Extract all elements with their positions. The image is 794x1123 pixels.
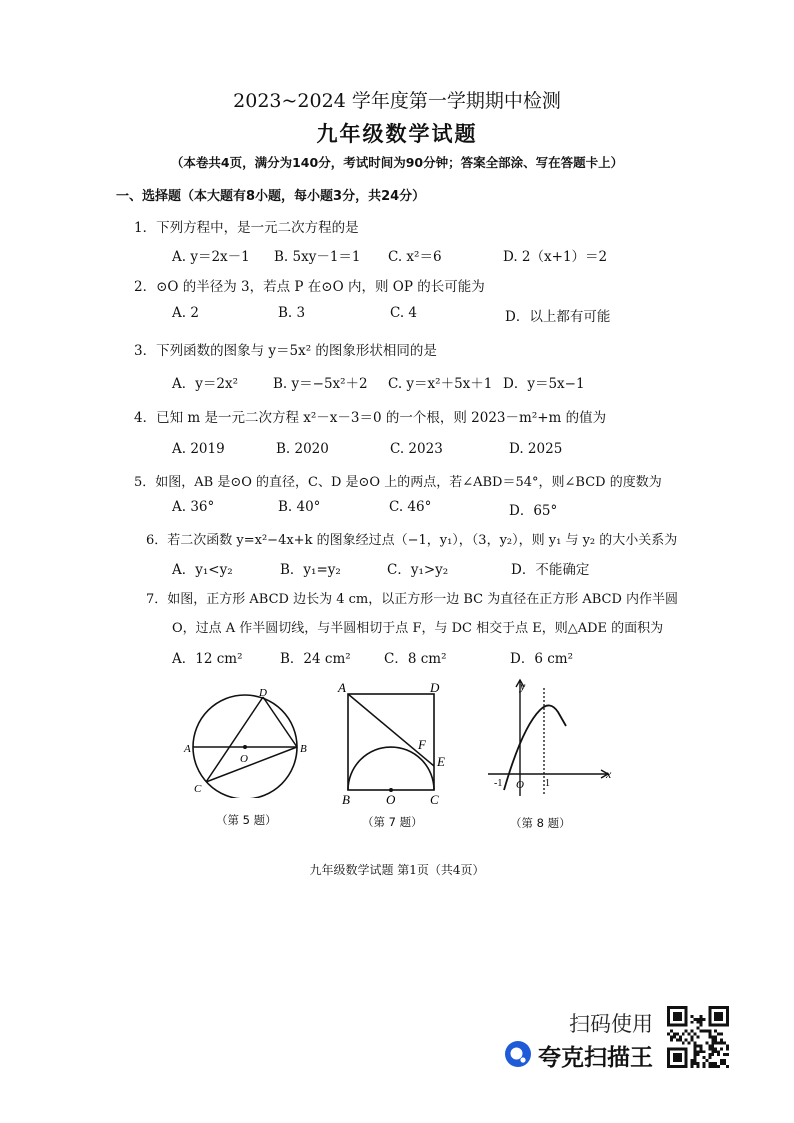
q6-option-d: D．不能确定 (511, 562, 590, 578)
label-one: 1 (545, 778, 550, 789)
exam-note: （本卷共4页，满分为140分，考试时间为90分钟；答案全部涂、写在答题卡上） (170, 155, 624, 170)
chord-db (263, 697, 297, 747)
q7-option-d: D．6 cm² (510, 651, 573, 667)
q1-option-d: D. 2（x+1）＝2 (503, 249, 608, 265)
quark-logo-icon (504, 1040, 532, 1068)
q2-option-d: D．以上都有可能 (505, 309, 611, 325)
question-3-stem: 3．下列函数的图象与 y＝5x² 的图象形状相同的是 (134, 343, 437, 359)
q6-option-c: C．y₁>y₂ (387, 562, 449, 578)
q7-option-b: B．24 cm² (280, 651, 351, 667)
q3-option-b: B. y＝−5x²＋2 (273, 376, 368, 392)
q5-option-a: A. 36° (172, 499, 215, 515)
q3-option-a: A．y＝2x² (172, 376, 238, 392)
label-o: O (516, 779, 524, 791)
label-e: E (437, 754, 445, 769)
label-neg1: -1 (494, 778, 503, 789)
label-a: A (184, 743, 191, 755)
q5-option-d: D．65° (509, 503, 558, 519)
figure-8-caption: （第 8 题） (510, 816, 571, 830)
q5-option-c: C. 46° (389, 499, 432, 515)
parabola-curve (504, 705, 566, 790)
chord-cb (206, 747, 297, 782)
q4-option-c: C. 2023 (390, 441, 443, 457)
question-5-stem: 5．如图，AB 是⊙O 的直径，C、D 是⊙O 上的两点，若∠ABD＝54°，则∠BCD 的度数为 (134, 475, 662, 490)
label-d: D (259, 688, 267, 699)
app-name-text: 夸克扫描王 (538, 1045, 653, 1071)
exam-title-line1: 2023~2024 学年度第一学期期中检测 (233, 90, 561, 112)
scan-to-use-text: 扫码使用 (569, 1012, 653, 1036)
q3-option-c: C. y＝x²＋5x＋1 (388, 376, 493, 392)
label-d: D (430, 680, 440, 695)
figure-8-parabola (480, 670, 620, 805)
center-point (243, 745, 247, 749)
label-c: C (194, 783, 202, 795)
figure-7-square (334, 680, 454, 808)
q1-option-b: B. 5xy－1＝1 (274, 249, 361, 265)
q7-option-c: C．8 cm² (384, 651, 447, 667)
figure-5-caption: （第 5 题） (216, 813, 277, 827)
q6-option-a: A．y₁<y₂ (172, 562, 233, 578)
exam-title-line2: 九年级数学试题 (316, 121, 478, 146)
label-o: O (386, 792, 396, 807)
label-c: C (430, 792, 439, 807)
q1-option-c: C. x²＝6 (388, 249, 442, 265)
question-4-stem: 4．已知 m 是一元二次方程 x²－x－3＝0 的一个根，则 2023－m²+m 的值为 (134, 410, 607, 426)
q4-option-d: D. 2025 (509, 441, 563, 457)
q7-option-a: A．12 cm² (172, 651, 243, 667)
page-footer: 九年级数学试题 第1页（共4页） (309, 863, 485, 877)
label-y: y (520, 679, 526, 693)
label-o: O (240, 753, 248, 765)
label-a: A (338, 680, 346, 695)
question-1-stem: 1．下列方程中，是一元二次方程的是 (134, 220, 359, 236)
q5-option-b: B. 40° (278, 499, 321, 515)
label-b: B (342, 792, 350, 807)
label-b: B (300, 743, 307, 755)
tangent-ae (348, 694, 434, 766)
label-f: F (418, 737, 426, 752)
q2-option-a: A. 2 (172, 305, 199, 321)
q1-option-a: A. y＝2x－1 (172, 249, 250, 265)
figure-5-circle (180, 688, 310, 798)
q2-option-c: C. 4 (390, 305, 418, 321)
q2-option-b: B. 3 (278, 305, 306, 321)
question-6-stem: 6．若二次函数 y=x²−4x+k 的图象经过点（−1，y₁），（3，y₂），则 y₁ 与 y₂ 的大小关系为 (146, 533, 678, 548)
q3-option-d: D．y＝5x−1 (503, 376, 585, 392)
question-2-stem: 2．⊙O 的半径为 3，若点 P 在⊙O 内，则 OP 的长可能为 (134, 279, 485, 295)
q4-option-b: B. 2020 (276, 441, 329, 457)
qr-code-icon[interactable] (667, 1006, 729, 1068)
label-x: x (606, 767, 612, 781)
section-heading: 一、选择题（本大题有8小题，每小题3分，共24分） (116, 189, 426, 204)
chord-dc (206, 697, 263, 782)
q6-option-b: B．y₁=y₂ (280, 562, 341, 578)
semicircle-o (348, 747, 434, 790)
figure-7-caption: （第 7 题） (362, 815, 423, 829)
q4-option-a: A. 2019 (172, 441, 225, 457)
question-7-stem: 7．如图，正方形 ABCD 边长为 4 cm，以正方形一边 BC 为直径在正方形 ABCD 内作半圆 (146, 592, 679, 607)
question-7-stem-cont: O，过点 A 作半圆切线，与半圆相切于点 F，与 DC 相交于点 E，则△ADE 的面积为 (172, 621, 664, 636)
